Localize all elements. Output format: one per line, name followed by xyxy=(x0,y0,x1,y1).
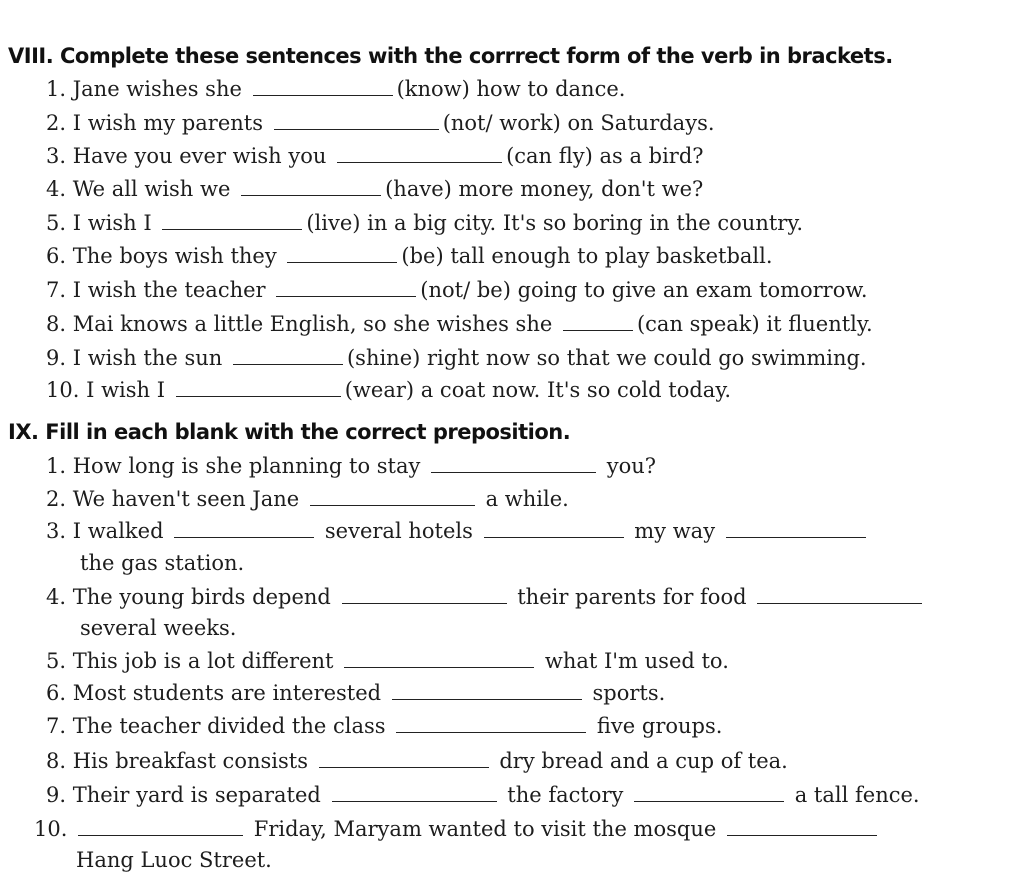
sentence-part: We haven't seen Jane xyxy=(72,487,300,511)
viii-item-4 xyxy=(46,176,703,202)
sentence-part: Their yard is separated xyxy=(72,783,321,807)
viii-item-6 xyxy=(46,243,773,269)
sentence-start: I wish I xyxy=(72,211,152,235)
sentence-part: How long is she planning to stay xyxy=(72,454,421,478)
sentence-start: I wish the sun xyxy=(72,346,223,370)
sentence-start: I wish my parents xyxy=(72,111,263,135)
sentence-start: The boys wish they xyxy=(72,244,277,268)
sentence-part: their parents for food xyxy=(517,585,747,609)
sentence-part: a while. xyxy=(485,487,569,511)
sentence-end: (not/ work) on Saturdays. xyxy=(442,111,715,135)
answer-blank[interactable] xyxy=(484,519,624,538)
answer-blank[interactable] xyxy=(563,312,633,331)
answer-blank[interactable] xyxy=(253,77,393,96)
sentence-start: Mai knows a little English, so she wishes she xyxy=(72,312,553,336)
item-number: 9. xyxy=(46,346,67,370)
sentence-part: sports. xyxy=(592,681,666,705)
item-number: 8. xyxy=(46,749,67,773)
item-number: 9. xyxy=(46,783,67,807)
answer-blank[interactable] xyxy=(162,211,302,230)
ix-item-10-continuation: Hang Luoc Street. xyxy=(76,848,272,872)
sentence-part: This job is a lot different xyxy=(72,649,334,673)
item-number: 6. xyxy=(46,244,67,268)
viii-item-9 xyxy=(46,345,867,371)
sentence-part: several hotels xyxy=(324,519,473,543)
item-number: 2. xyxy=(46,111,67,135)
item-number: 2. xyxy=(46,487,67,511)
sentence-part: The teacher divided the class xyxy=(72,714,386,738)
answer-blank[interactable] xyxy=(727,817,877,836)
sentence-start: Have you ever wish you xyxy=(72,144,327,168)
answer-blank[interactable] xyxy=(274,111,439,130)
sentence-end: (know) how to dance. xyxy=(396,77,626,101)
ix-item-4 xyxy=(46,584,926,610)
sentence-part: what I'm used to. xyxy=(544,649,729,673)
viii-item-3 xyxy=(46,143,704,169)
item-number: 5. xyxy=(46,649,67,673)
ix-item-2 xyxy=(46,486,569,512)
answer-blank[interactable] xyxy=(396,714,586,733)
answer-blank[interactable] xyxy=(241,177,381,196)
sentence-part: The young birds depend xyxy=(72,585,331,609)
viii-item-8 xyxy=(46,311,873,337)
sentence-part: a tall fence. xyxy=(794,783,920,807)
item-number: 10. xyxy=(34,817,68,841)
viii-item-7 xyxy=(46,277,868,303)
answer-blank[interactable] xyxy=(726,519,866,538)
viii-item-10 xyxy=(46,377,731,403)
item-number: 3. xyxy=(46,519,67,543)
ix-item-9 xyxy=(46,782,920,808)
sentence-end: (wear) a coat now. It's so cold today. xyxy=(344,378,732,402)
ix-item-5 xyxy=(46,648,729,674)
answer-blank[interactable] xyxy=(174,519,314,538)
ix-item-1 xyxy=(46,453,656,479)
sentence-end: (not/ be) going to give an exam tomorrow. xyxy=(420,278,868,302)
sentence-end: (can fly) as a bird? xyxy=(506,144,704,168)
sentence-part: His breakfast consists xyxy=(72,749,308,773)
sentence-part: the factory xyxy=(507,783,624,807)
sentence-end: (can speak) it fluently. xyxy=(636,312,873,336)
answer-blank[interactable] xyxy=(342,585,507,604)
item-number: 1. xyxy=(46,77,67,101)
item-number: 4. xyxy=(46,585,67,609)
section-viii-title: VIII. Complete these sentences with the corrrect form of the verb in brackets. xyxy=(8,44,893,68)
item-number: 1. xyxy=(46,454,67,478)
ix-item-8 xyxy=(46,748,788,774)
ix-item-7 xyxy=(46,713,722,739)
answer-blank[interactable] xyxy=(757,585,922,604)
answer-blank[interactable] xyxy=(176,378,341,397)
sentence-start: We all wish we xyxy=(72,177,231,201)
ix-item-10 xyxy=(34,816,881,842)
sentence-part: I walked xyxy=(72,519,164,543)
ix-item-3-continuation: the gas station. xyxy=(80,551,245,575)
ix-item-4-continuation: several weeks. xyxy=(80,616,237,640)
sentence-start: I wish I xyxy=(86,378,166,402)
answer-blank[interactable] xyxy=(332,783,497,802)
answer-blank[interactable] xyxy=(392,681,582,700)
answer-blank[interactable] xyxy=(337,144,502,163)
viii-item-2 xyxy=(46,110,715,136)
sentence-end: (have) more money, don't we? xyxy=(385,177,704,201)
answer-blank[interactable] xyxy=(287,244,397,263)
item-number: 5. xyxy=(46,211,67,235)
answer-blank[interactable] xyxy=(344,649,534,668)
sentence-end: (be) tall enough to play basketball. xyxy=(401,244,773,268)
item-number: 4. xyxy=(46,177,67,201)
viii-item-1 xyxy=(46,76,625,102)
answer-blank[interactable] xyxy=(310,487,475,506)
answer-blank[interactable] xyxy=(78,817,243,836)
item-number: 10. xyxy=(46,378,80,402)
viii-item-5 xyxy=(46,210,803,236)
sentence-end: (live) in a big city. It's so boring in the country. xyxy=(306,211,804,235)
item-number: 3. xyxy=(46,144,67,168)
section-ix-title: IX. Fill in each blank with the correct preposition. xyxy=(8,420,571,444)
answer-blank[interactable] xyxy=(233,346,343,365)
item-number: 7. xyxy=(46,714,67,738)
sentence-part: dry bread and a cup of tea. xyxy=(499,749,788,773)
answer-blank[interactable] xyxy=(319,749,489,768)
item-number: 7. xyxy=(46,278,67,302)
ix-item-6 xyxy=(46,680,665,706)
sentence-part: five groups. xyxy=(596,714,723,738)
sentence-part: Most students are interested xyxy=(72,681,382,705)
answer-blank[interactable] xyxy=(634,783,784,802)
ix-item-3 xyxy=(46,518,870,544)
sentence-part: Friday, Maryam wanted to visit the mosque xyxy=(253,817,717,841)
sentence-end: (shine) right now so that we could go swimming. xyxy=(346,346,867,370)
item-number: 8. xyxy=(46,312,67,336)
answer-blank[interactable] xyxy=(276,278,416,297)
sentence-start: Jane wishes she xyxy=(72,77,242,101)
sentence-part: you? xyxy=(606,454,657,478)
answer-blank[interactable] xyxy=(431,454,596,473)
sentence-start: I wish the teacher xyxy=(72,278,266,302)
sentence-part: my way xyxy=(634,519,716,543)
item-number: 6. xyxy=(46,681,67,705)
